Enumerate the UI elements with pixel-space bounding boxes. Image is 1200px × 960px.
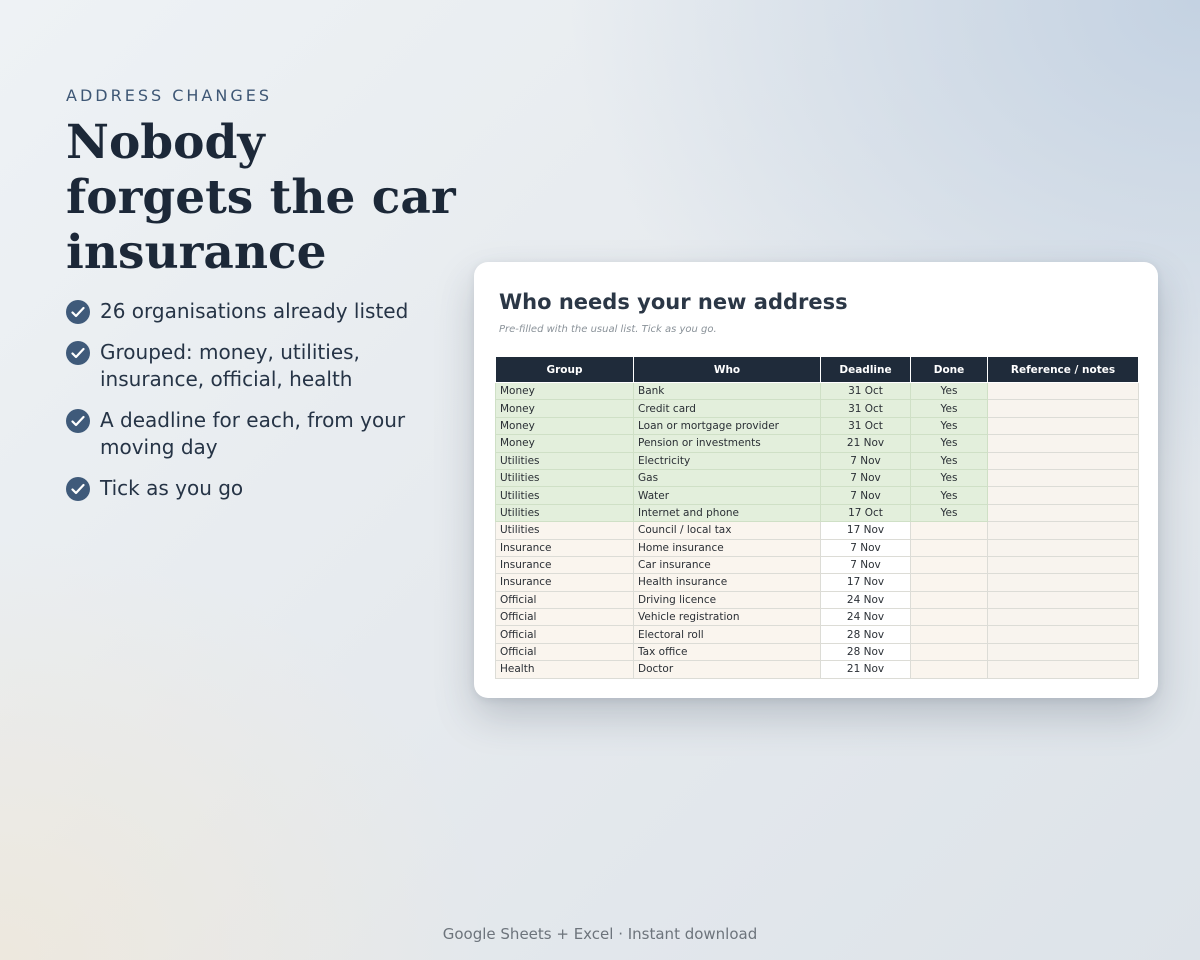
- cell-who[interactable]: Tax office: [634, 643, 821, 660]
- feature-text: Grouped: money, utilities, insurance, official, health: [100, 340, 360, 391]
- table-row: [496, 556, 1139, 573]
- cell-done[interactable]: Yes: [911, 383, 988, 400]
- cell-who[interactable]: Health insurance: [634, 574, 821, 591]
- cell-group[interactable]: Utilities: [496, 487, 634, 504]
- cell-done[interactable]: [911, 626, 988, 643]
- cell-notes[interactable]: [988, 383, 1139, 400]
- cell-deadline[interactable]: 7 Nov: [821, 487, 911, 504]
- cell-group[interactable]: Insurance: [496, 539, 634, 556]
- cell-notes[interactable]: [988, 469, 1139, 486]
- table-row: [496, 452, 1139, 469]
- feature-item: [66, 298, 466, 325]
- table-row: [496, 626, 1139, 643]
- table-row: [496, 435, 1139, 452]
- cell-done[interactable]: [911, 556, 988, 573]
- cell-notes[interactable]: [988, 522, 1139, 539]
- table-row: [496, 417, 1139, 434]
- cell-notes[interactable]: [988, 435, 1139, 452]
- table-row: [496, 469, 1139, 486]
- cell-notes[interactable]: [988, 452, 1139, 469]
- feature-item: [66, 339, 466, 393]
- cell-group[interactable]: Utilities: [496, 504, 634, 521]
- cell-done[interactable]: Yes: [911, 452, 988, 469]
- cell-notes[interactable]: [988, 609, 1139, 626]
- cell-deadline[interactable]: 7 Nov: [821, 556, 911, 573]
- sheet-subtitle: Pre-filled with the usual list. Tick as you go.: [499, 324, 717, 335]
- cell-group[interactable]: Utilities: [496, 452, 634, 469]
- cell-notes[interactable]: [988, 556, 1139, 573]
- check-circle-icon: [66, 341, 90, 365]
- feature-text: 26 organisations already listed: [100, 299, 409, 323]
- cell-who[interactable]: Gas: [634, 469, 821, 486]
- cell-deadline[interactable]: 28 Nov: [821, 626, 911, 643]
- cell-group[interactable]: Official: [496, 643, 634, 660]
- cell-who[interactable]: Car insurance: [634, 556, 821, 573]
- cell-notes[interactable]: [988, 539, 1139, 556]
- cell-done[interactable]: [911, 574, 988, 591]
- cell-done[interactable]: Yes: [911, 417, 988, 434]
- table-header-row: [496, 357, 1139, 383]
- feature-item: [66, 407, 466, 461]
- hero-panel: [66, 86, 466, 516]
- cell-group[interactable]: Money: [496, 383, 634, 400]
- table-row: [496, 574, 1139, 591]
- cell-done[interactable]: [911, 591, 988, 608]
- cell-deadline[interactable]: 31 Oct: [821, 383, 911, 400]
- cell-notes[interactable]: [988, 643, 1139, 660]
- feature-list: [66, 298, 466, 502]
- cell-deadline[interactable]: 21 Nov: [821, 435, 911, 452]
- cell-group[interactable]: Money: [496, 417, 634, 434]
- column-header-notes: Reference / notes: [988, 357, 1139, 383]
- cell-done[interactable]: Yes: [911, 435, 988, 452]
- table-row: [496, 591, 1139, 608]
- cell-who[interactable]: Internet and phone: [634, 504, 821, 521]
- cell-deadline[interactable]: 7 Nov: [821, 539, 911, 556]
- cell-group[interactable]: Insurance: [496, 574, 634, 591]
- cell-who[interactable]: Pension or investments: [634, 435, 821, 452]
- cell-done[interactable]: Yes: [911, 504, 988, 521]
- table-row: [496, 609, 1139, 626]
- cell-done[interactable]: [911, 643, 988, 660]
- cell-group[interactable]: Official: [496, 591, 634, 608]
- cell-deadline[interactable]: 7 Nov: [821, 469, 911, 486]
- cell-who[interactable]: Credit card: [634, 400, 821, 417]
- sheet-title: Who needs your new address: [499, 290, 848, 314]
- cell-done[interactable]: Yes: [911, 469, 988, 486]
- cell-who[interactable]: Driving licence: [634, 591, 821, 608]
- cell-done[interactable]: Yes: [911, 400, 988, 417]
- cell-who[interactable]: Bank: [634, 383, 821, 400]
- cell-done[interactable]: [911, 661, 988, 678]
- table-row: [496, 487, 1139, 504]
- cell-who[interactable]: Vehicle registration: [634, 609, 821, 626]
- cell-who[interactable]: Doctor: [634, 661, 821, 678]
- checklist-table: [495, 356, 1139, 679]
- cell-who[interactable]: Electricity: [634, 452, 821, 469]
- table-row: [496, 400, 1139, 417]
- cell-notes[interactable]: [988, 487, 1139, 504]
- cell-who[interactable]: Loan or mortgage provider: [634, 417, 821, 434]
- table-row: [496, 383, 1139, 400]
- cell-deadline[interactable]: 7 Nov: [821, 452, 911, 469]
- table-row: [496, 539, 1139, 556]
- column-header-deadline: Deadline: [821, 357, 911, 383]
- cell-done[interactable]: [911, 539, 988, 556]
- cell-group[interactable]: Money: [496, 400, 634, 417]
- cell-done[interactable]: [911, 609, 988, 626]
- table-row: [496, 643, 1139, 660]
- cell-deadline[interactable]: 17 Nov: [821, 574, 911, 591]
- feature-text: Tick as you go: [100, 476, 244, 500]
- cell-deadline[interactable]: 24 Nov: [821, 591, 911, 608]
- check-circle-icon: [66, 477, 90, 501]
- check-circle-icon: [66, 409, 90, 433]
- cell-notes[interactable]: [988, 504, 1139, 521]
- cell-notes[interactable]: [988, 591, 1139, 608]
- cell-deadline[interactable]: 21 Nov: [821, 661, 911, 678]
- cell-group[interactable]: Utilities: [496, 469, 634, 486]
- eyebrow-label: ADDRESS CHANGES: [66, 86, 272, 105]
- cell-who[interactable]: Water: [634, 487, 821, 504]
- cell-notes[interactable]: [988, 661, 1139, 678]
- cell-notes[interactable]: [988, 417, 1139, 434]
- cell-who[interactable]: Home insurance: [634, 539, 821, 556]
- feature-item: [66, 475, 466, 502]
- cell-group[interactable]: Utilities: [496, 522, 634, 539]
- column-header-who: Who: [634, 357, 821, 383]
- cell-group[interactable]: Money: [496, 435, 634, 452]
- cell-group[interactable]: Health: [496, 661, 634, 678]
- cell-who[interactable]: Council / local tax: [634, 522, 821, 539]
- column-header-done: Done: [911, 357, 988, 383]
- cell-deadline[interactable]: 31 Oct: [821, 417, 911, 434]
- cell-done[interactable]: [911, 522, 988, 539]
- table-row: [496, 504, 1139, 521]
- headline: Nobody forgets the car insurance: [66, 115, 456, 280]
- cell-done[interactable]: Yes: [911, 487, 988, 504]
- cell-notes[interactable]: [988, 574, 1139, 591]
- footer-note: Google Sheets + Excel · Instant download: [442, 925, 758, 943]
- cell-who[interactable]: Electoral roll: [634, 626, 821, 643]
- cell-notes[interactable]: [988, 626, 1139, 643]
- column-header-group: Group: [496, 357, 634, 383]
- cell-deadline[interactable]: 17 Nov: [821, 522, 911, 539]
- table-row: [496, 661, 1139, 678]
- cell-group[interactable]: Official: [496, 626, 634, 643]
- cell-deadline[interactable]: 31 Oct: [821, 400, 911, 417]
- cell-deadline[interactable]: 24 Nov: [821, 609, 911, 626]
- cell-group[interactable]: Insurance: [496, 556, 634, 573]
- check-circle-icon: [66, 300, 90, 324]
- cell-notes[interactable]: [988, 400, 1139, 417]
- cell-deadline[interactable]: 28 Nov: [821, 643, 911, 660]
- table-row: [496, 522, 1139, 539]
- cell-group[interactable]: Official: [496, 609, 634, 626]
- spreadsheet-preview-card: [474, 262, 1158, 698]
- cell-deadline[interactable]: 17 Oct: [821, 504, 911, 521]
- feature-text: A deadline for each, from your moving day: [100, 408, 406, 459]
